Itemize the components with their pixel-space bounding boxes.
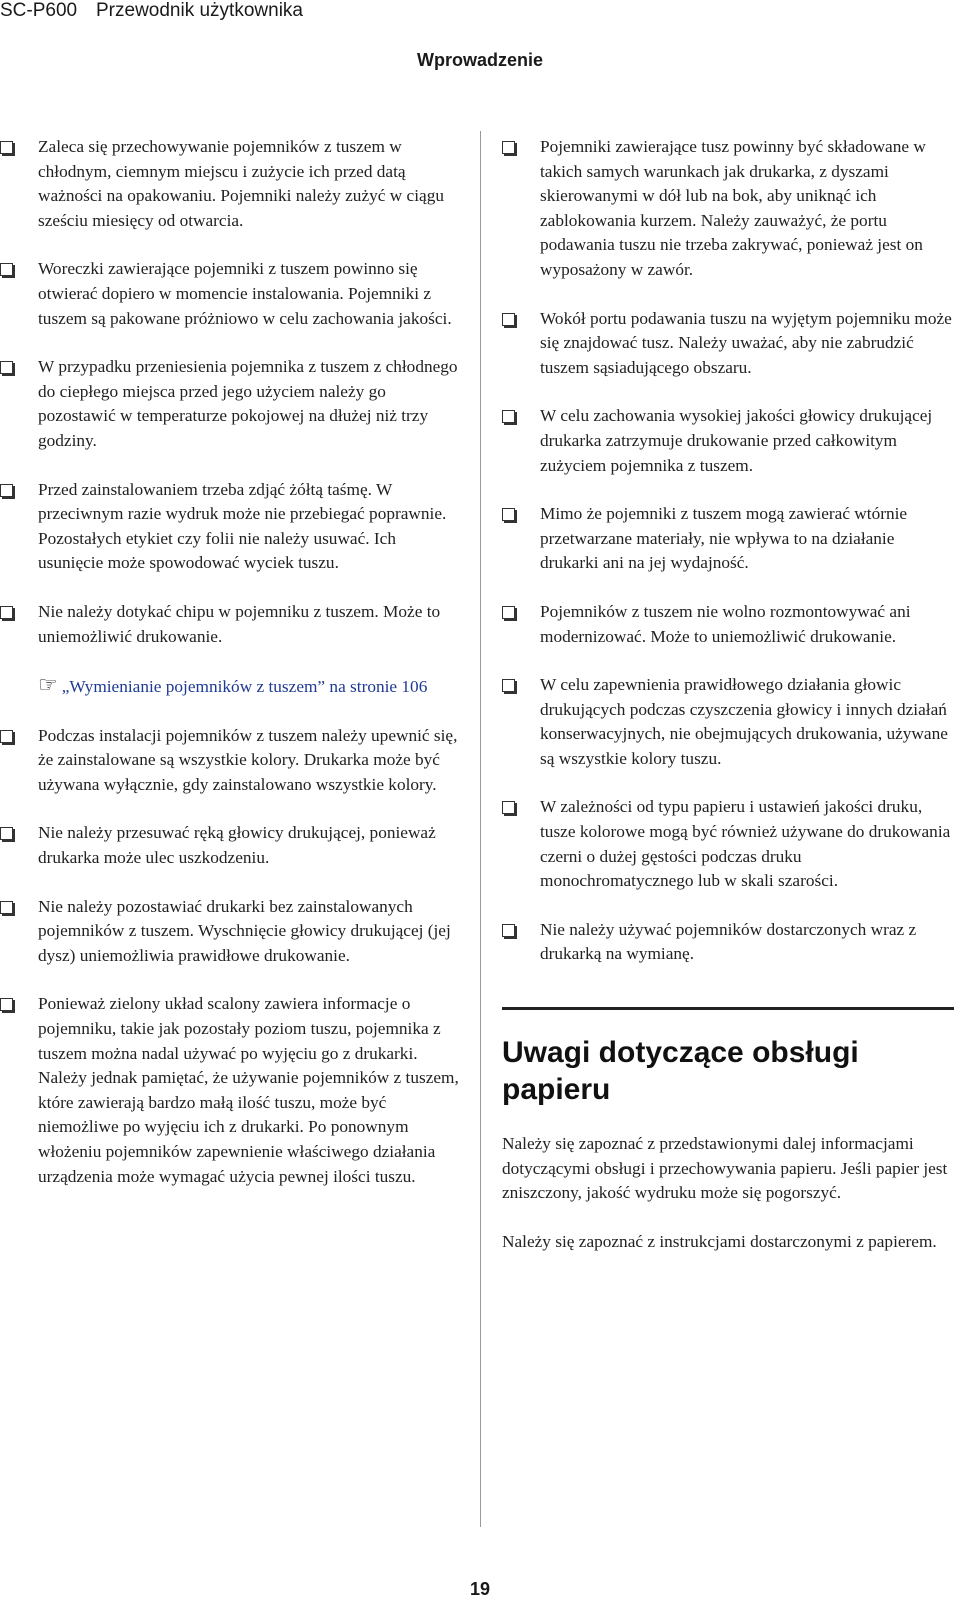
list-item: Mimo że pojemniki z tuszem mogą zawierać wtórnie przetwarzane materiały, nie wpływa to na działanie drukarki ani na jej wydajność. (502, 502, 954, 576)
checkbox-bullet-icon (0, 263, 13, 276)
list-item: W przypadku przeniesienia pojemnika z tuszem z chłodnego do ciepłego miejsca przed jego użyciem należy go pozostawić w temperaturze pokojowej na dłużej niż trzy godziny. (0, 355, 464, 453)
left-column (0, 135, 464, 1213)
list-item: Podczas instalacji pojemników z tuszem należy upewnić się, że zainstalowane są wszystkie kolory. Drukarka może być używana wyłącznie, gdy zainstalowano wszystkie kolory. (0, 724, 464, 798)
list-item: Pojemniki zawierające tusz powinny być składowane w takich samych warunkach jak drukarka, z dyszami skierowanymi w dół lub na bok, aby uniknąć ich zablokowania kurzem. Należy zauważyć, że portu podawania tuszu nie trzeba zakrywać, ponieważ jest on wyposażony w zawór. (502, 135, 954, 283)
paper-handling-section (502, 1007, 954, 1254)
list-item: Wokół portu podawania tuszu na wyjętym pojemniku może się znajdować tusz. Należy uważać, aby nie zabrudzić tuszem sąsiadującego obszaru. (502, 307, 954, 381)
list-item: Ponieważ zielony układ scalony zawiera informacje o pojemniku, takie jak pozostały poziom tuszu, pojemnika z tuszem można nadal używać po wyjęciu go z drukarki. Należy jednak pamiętać, że używanie pojemników z tuszem, które zawierają bardzo małą ilość tuszu, może być niemożliwe po wyjęciu ich z drukarki. Po ponownym włożeniu pojemników zapewnienie właściwego działania urządzenia może wymagać użycia pewnej ilości tuszu. (0, 992, 464, 1189)
checkbox-bullet-icon (0, 827, 13, 840)
list-item: Pojemników z tuszem nie wolno rozmontowywać ani modernizować. Może to uniemożliwić drukowanie. (502, 600, 954, 649)
list-item: Nie należy pozostawiać drukarki bez zainstalowanych pojemników z tuszem. Wyschnięcie głowicy drukującej (jej dysz) uniemożliwia prawidłowe drukowanie. (0, 895, 464, 969)
checkbox-bullet-icon (502, 801, 515, 814)
list-item: Przed zainstalowaniem trzeba zdjąć żółtą taśmę. W przeciwnym razie wydruk może nie przebiegać poprawnie. Pozostałych etykiet czy folii nie należy usuwać. Ich usunięcie może spowodować wyciek tuszu. (0, 478, 464, 576)
list-item: W celu zachowania wysokiej jakości głowicy drukującej drukarka zatrzymuje drukowanie przed całkowitym zużyciem pojemnika z tuszem. (502, 404, 954, 478)
checkbox-bullet-icon (0, 361, 13, 374)
checkbox-bullet-icon (0, 606, 13, 619)
checkbox-bullet-icon (0, 141, 13, 154)
pointing-hand-icon: ☞ (38, 672, 58, 698)
right-column (502, 135, 954, 1278)
checkbox-bullet-icon (502, 606, 515, 619)
guide-title: Przewodnik użytkownika (96, 0, 303, 21)
column-divider (480, 131, 481, 1527)
page-number: 19 (469, 1579, 491, 1599)
checkbox-bullet-icon (502, 508, 515, 521)
section-heading: Uwagi dotyczące obsługi papieru (502, 1007, 954, 1108)
checkbox-bullet-icon (502, 679, 515, 692)
checkbox-bullet-icon (502, 924, 515, 937)
list-item: Nie należy przesuwać ręką głowicy drukującej, ponieważ drukarka może ulec uszkodzeniu. (0, 821, 464, 870)
checkbox-bullet-icon (0, 901, 13, 914)
checkbox-bullet-icon (0, 484, 13, 497)
list-item: Nie należy używać pojemników dostarczonych wraz z drukarką na wymianę. (502, 918, 954, 967)
list-item: Nie należy dotykać chipu w pojemniku z tuszem. Może to uniemożliwić drukowanie. (0, 600, 464, 649)
paragraph: Należy się zapoznać z instrukcjami dostarczonymi z papierem. (502, 1231, 937, 1251)
cross-reference-link[interactable]: „Wymienianie pojemników z tuszem” na stronie 106 (61, 677, 428, 697)
paragraph: Należy się zapoznać z przedstawionymi dalej informacjami dotyczącymi obsługi i przechowywania papieru. Jeśli papier jest zniszczony, jakość wydruku może się pogorszyć. (502, 1134, 948, 1203)
list-item: W celu zapewnienia prawidłowego działania głowic drukujących podczas czyszczenia głowicy i innych działań konserwacyjnych, nie obejmujących drukowania, używane są wszystkie kolory tuszu. (502, 673, 954, 771)
list-item: W zależności od typu papieru i ustawień jakości druku, tusze kolorowe mogą być również używane do drukowania czerni o dużej gęstości podczas druku monochromatycznego lub w skali szarości. (502, 795, 954, 893)
checkbox-bullet-icon (502, 141, 515, 154)
section-title: Wprowadzenie (416, 50, 543, 70)
checkbox-bullet-icon (502, 410, 515, 423)
cross-reference[interactable] (0, 673, 464, 700)
checkbox-bullet-icon (0, 998, 13, 1011)
page-header (0, 0, 960, 26)
checkbox-bullet-icon (0, 730, 13, 743)
printer-model: SC-P600 (0, 0, 78, 21)
list-item: Woreczki zawierające pojemniki z tuszem powinno się otwierać dopiero w momencie instalowania. Pojemniki z tuszem są pakowane próżniowo w celu zachowania jakości. (0, 257, 464, 331)
checkbox-bullet-icon (502, 313, 515, 326)
list-item: Zaleca się przechowywanie pojemników z tuszem w chłodnym, ciemnym miejscu i zużycie ich przed datą ważności na opakowaniu. Pojemniki należy zużyć w ciągu sześciu miesięcy od otwarcia. (0, 135, 464, 233)
